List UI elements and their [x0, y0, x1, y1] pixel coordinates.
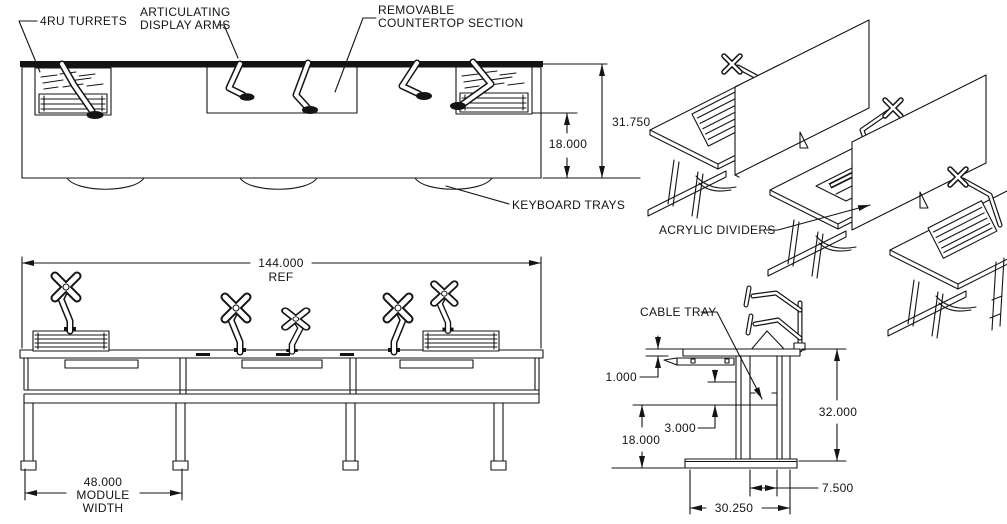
- plan-turret-right: [456, 67, 532, 114]
- label-display-arms: DISPLAY ARMS: [140, 18, 231, 32]
- plan-view: [19, 3, 651, 212]
- dim-tray-height: 3.000: [664, 421, 696, 435]
- front-legs: [21, 403, 506, 470]
- dim-overall-height: 32.000: [818, 405, 858, 419]
- side-view: [605, 288, 857, 515]
- label-removable: REMOVABLE: [378, 3, 455, 17]
- dim-rear-depth: 18.000: [548, 137, 588, 151]
- label-4ru-turrets: 4RU TURRETS: [40, 14, 128, 28]
- label-articulating: ARTICULATING: [140, 5, 231, 19]
- worksurface-back-edge: [20, 61, 543, 67]
- front-apron: [24, 358, 539, 403]
- plan-monitor-arms: [62, 62, 491, 119]
- iso-divider-2: [852, 75, 986, 230]
- dim-base-depth: 30.250: [714, 501, 754, 515]
- dim-width-ref: REF: [268, 270, 294, 284]
- plan-dimensions: [533, 64, 651, 178]
- front-stretcher-rail: [24, 394, 539, 403]
- worksurface-outline: [22, 67, 541, 178]
- side-keyboard-tray: [664, 358, 734, 365]
- dim-overall-depth: 31.750: [612, 115, 651, 129]
- iso-view: [648, 20, 1007, 338]
- module-width-dimension: [25, 469, 182, 515]
- dim-module-l2: WIDTH: [82, 501, 124, 515]
- front-turret-right: [423, 331, 499, 351]
- side-base: [685, 459, 797, 468]
- dim-module-width: 48.000: [83, 475, 123, 489]
- plan-callouts: [19, 3, 625, 212]
- dim-knee-clearance: 18.000: [621, 433, 661, 447]
- label-countertop-section: COUNTERTOP SECTION: [378, 16, 524, 30]
- dim-tray-width: 7.500: [822, 481, 854, 495]
- front-monitor-arms: [55, 276, 454, 352]
- front-view: [20, 256, 543, 515]
- side-cable-tray: [750, 393, 777, 405]
- dim-module-l1: MODULE: [76, 488, 130, 502]
- label-keyboard-trays: KEYBOARD TRAYS: [512, 198, 626, 212]
- keyboard-tray-arcs: [67, 178, 492, 189]
- side-pedestal: [685, 356, 797, 468]
- side-dimensions: [605, 336, 857, 515]
- label-acrylic-dividers: ACRYLIC DIVIDERS: [659, 223, 776, 237]
- side-worksurface: [683, 349, 800, 356]
- dim-overall-width: 144.000: [258, 256, 304, 270]
- dim-top-thickness: 1.000: [605, 370, 637, 384]
- label-cable-tray: CABLE TRAY: [640, 305, 717, 319]
- plan-turret-left: [35, 68, 111, 115]
- side-back-gusset: [750, 331, 786, 351]
